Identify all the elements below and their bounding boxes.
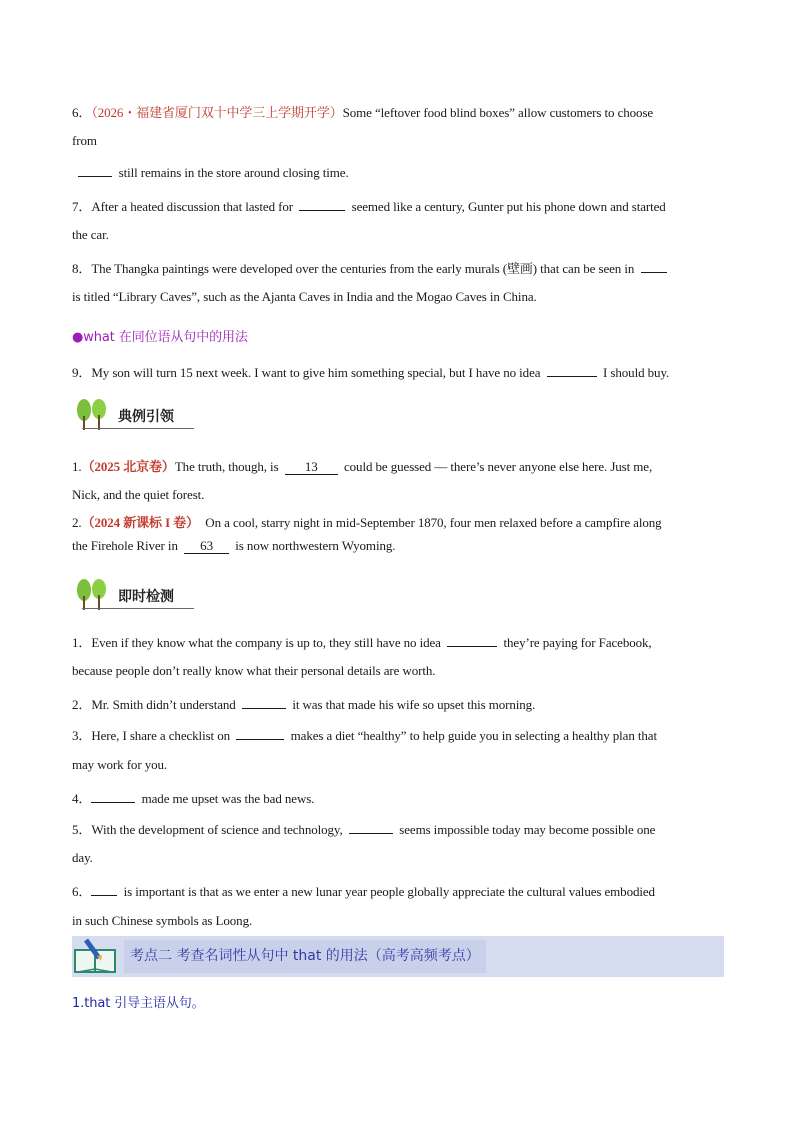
answer-blank[interactable] (447, 634, 497, 647)
subheading-what-appositive: ●what 在同位语从句中的用法 (72, 330, 248, 345)
test-4: 4． made me upset was the bad news. (72, 791, 315, 806)
question-6 (72, 102, 653, 121)
heading-underline (82, 428, 194, 429)
example-2-cont: the Firehole River in 63 is now northwestern Wyoming. (72, 538, 396, 553)
test-5-cont: day. (72, 850, 93, 865)
answer-blank[interactable] (641, 260, 667, 273)
answer-blank[interactable] (236, 727, 284, 740)
section-heading-practice (72, 578, 197, 612)
book-pencil-icon (72, 936, 120, 977)
section-heading-examples (72, 398, 197, 432)
answer-blank[interactable] (242, 696, 286, 709)
section-bar-kaodian-2 (72, 936, 724, 977)
question-7: 7．After a heated discussion that lasted for seemed like a century, Gunter put his phone down and started (72, 199, 666, 214)
test-6-cont: in such Chinese symbols as Loong. (72, 913, 253, 928)
test-2: 2．Mr. Smith didn’t understand it was that made his wife so upset this morning. (72, 697, 536, 712)
test-1: 1．Even if they know what the company is up to, they still have no idea they’re paying for Facebook, (72, 635, 652, 650)
question-7-cont: the car. (72, 227, 109, 242)
heading-title: 即时检测 (118, 589, 174, 605)
source-label: （2026・福建省厦门双十中学三上学期开学） (91, 105, 343, 120)
tree-icon (72, 578, 116, 612)
question-8-cont: is titled “Library Caves”, such as the Ajanta Caves in India and the Mogao Caves in China. (72, 289, 537, 304)
answer-blank[interactable] (299, 198, 345, 211)
source-label: （2024 新课标 I 卷） (81, 515, 199, 530)
test-5: 5．With the development of science and technology, seems impossible today may become possible one (72, 822, 656, 837)
answer-filled: 13 (285, 459, 338, 475)
test-6: 6． is important is that as we enter a new lunar year people globally appreciate the cultural values embodied (72, 884, 655, 899)
tree-icon (72, 398, 116, 432)
answer-blank[interactable] (78, 164, 112, 177)
test-1-cont: because people don’t really know what their personal details are worth. (72, 663, 436, 678)
question-9: 9．My son will turn 15 next week. I want to give him something special, but I have no idea I should buy. (72, 365, 670, 380)
question-number: 6． (72, 105, 92, 120)
example-1: 1.（2025 北京卷）The truth, though, is 13 could be guessed — there’s never anyone else here. Just me, (72, 459, 653, 474)
question-8: 8．The Thangka paintings were developed over the centuries from the early murals (壁画) that can be seen in (72, 258, 667, 277)
heading-underline (82, 608, 194, 609)
example-2: 2.（2024 新课标 I 卷） On a cool, starry night in mid-September 1870, four men relaxed before a campfire along (72, 515, 662, 530)
question-6-cont: from (72, 133, 97, 148)
answer-blank[interactable] (91, 790, 135, 803)
heading-title: 典例引领 (118, 409, 174, 425)
question-6-cont2: still remains in the store around closing time. (72, 164, 349, 181)
answer-blank[interactable] (547, 364, 597, 377)
example-1-cont: Nick, and the quiet forest. (72, 487, 205, 502)
answer-filled: 63 (184, 538, 229, 554)
source-label: （2025 北京卷） (81, 459, 175, 474)
subsection-that-subject-clause: 1.that 引导主语从句。 (72, 996, 205, 1011)
answer-blank[interactable] (91, 883, 117, 896)
test-3-cont: may work for you. (72, 757, 168, 772)
question-text: Some “leftover food blind boxes” allow customers to choose (342, 105, 654, 120)
test-3: 3．Here, I share a checklist on makes a diet “healthy” to help guide you in selecting a healthy plan that (72, 728, 657, 743)
section-title: 考点二 考查名词性从句中 that 的用法（高考高频考点） (124, 940, 486, 973)
answer-blank[interactable] (349, 821, 393, 834)
